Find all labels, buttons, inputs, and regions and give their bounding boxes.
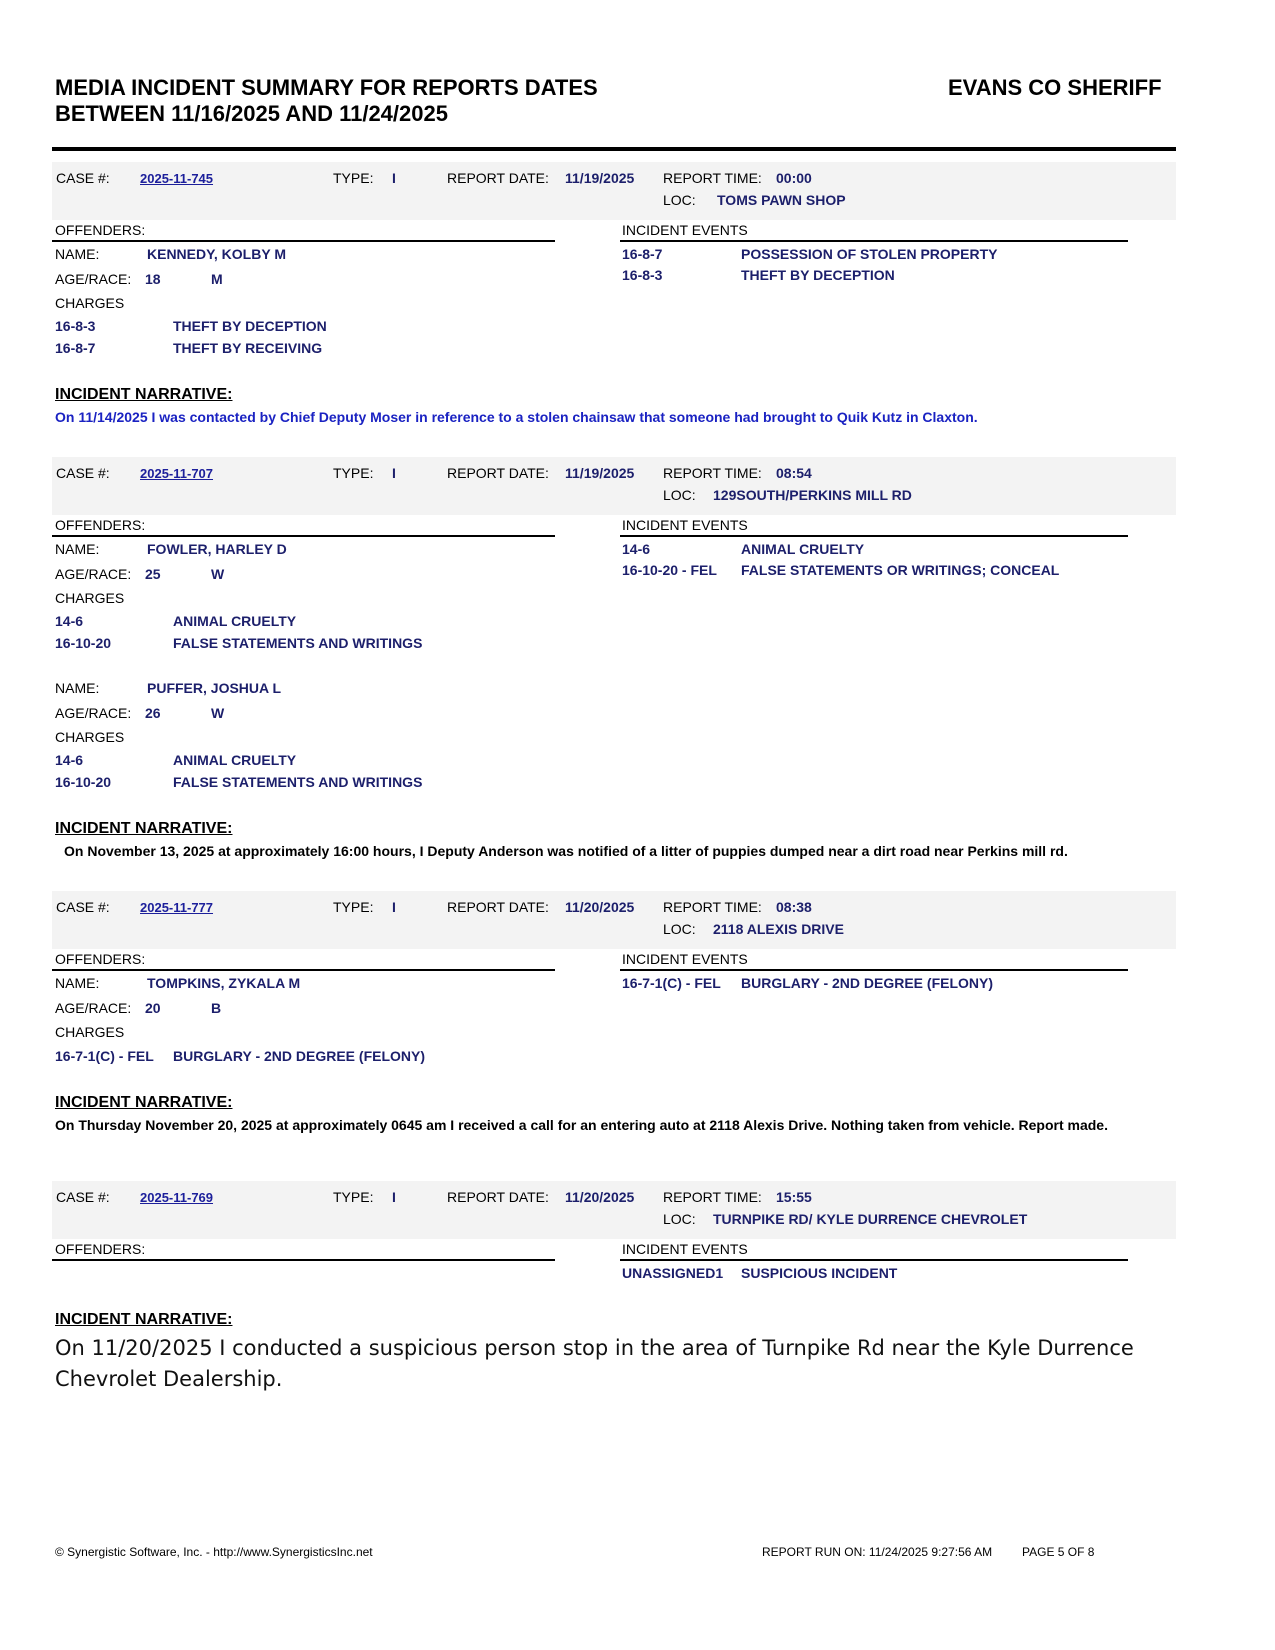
charge-desc: FALSE STATEMENTS AND WRITINGS	[173, 635, 423, 651]
footer-page-number: PAGE 5 OF 8	[1022, 1545, 1095, 1559]
report-time-label: REPORT TIME:	[663, 899, 762, 915]
report-time-label: REPORT TIME:	[663, 1189, 762, 1205]
event-desc: POSSESSION OF STOLEN PROPERTY	[741, 246, 998, 262]
charge-desc: BURGLARY - 2ND DEGREE (FELONY)	[173, 1048, 426, 1064]
offender-name: FOWLER, HARLEY D	[147, 541, 287, 557]
offenders-underline	[52, 969, 555, 971]
offenders-underline	[52, 1259, 555, 1261]
events-underline	[620, 535, 1128, 537]
charge-code: 16-10-20	[55, 635, 112, 651]
narrative-heading: INCIDENT NARRATIVE:	[55, 820, 233, 837]
loc-value: 2118 ALEXIS DRIVE	[713, 921, 844, 937]
event-code: 14-6	[622, 541, 651, 557]
narrative-heading: INCIDENT NARRATIVE:	[55, 1311, 233, 1328]
event-code: 16-7-1(C) - FEL	[622, 975, 721, 991]
report-title	[55, 75, 598, 127]
charge-desc: FALSE STATEMENTS AND WRITINGS	[173, 774, 423, 790]
offenders-heading: OFFENDERS:	[55, 222, 146, 238]
event-desc: ANIMAL CRUELTY	[741, 541, 865, 557]
offender-race: M	[211, 271, 223, 287]
event-desc: FALSE STATEMENTS OR WRITINGS; CONCEAL	[741, 562, 1060, 578]
case-label: CASE #:	[56, 465, 110, 481]
case-label: CASE #:	[56, 899, 110, 915]
type-value: I	[392, 1189, 396, 1205]
loc-value: TOMS PAWN SHOP	[717, 192, 846, 208]
report-date-label: REPORT DATE:	[447, 465, 549, 481]
case-number-link[interactable]: 2025-11-769	[140, 1190, 214, 1205]
offenders-heading: OFFENDERS:	[55, 517, 146, 533]
case-label: CASE #:	[56, 170, 110, 186]
narrative-heading: INCIDENT NARRATIVE:	[55, 386, 233, 403]
report-time-value: 08:38	[776, 899, 812, 915]
report-title-line2: BETWEEN 11/16/2025 AND 11/24/2025	[55, 101, 448, 126]
loc-label: LOC:	[663, 192, 696, 208]
offender-age: 25	[145, 566, 161, 582]
charges-label: CHARGES	[55, 1024, 125, 1040]
events-underline	[620, 240, 1128, 242]
charge-desc: ANIMAL CRUELTY	[173, 613, 297, 629]
event-code: 16-8-7	[622, 246, 663, 262]
header-divider	[52, 147, 1176, 151]
offender-name: KENNEDY, KOLBY M	[147, 246, 286, 262]
charge-code: 14-6	[55, 613, 84, 629]
event-desc: SUSPICIOUS INCIDENT	[741, 1265, 898, 1281]
type-label: TYPE:	[333, 465, 374, 481]
offender-race: W	[211, 566, 225, 582]
report-date-value: 11/20/2025	[565, 899, 635, 915]
charge-code: 16-10-20	[55, 774, 112, 790]
offender-race: B	[211, 1000, 222, 1016]
type-label: TYPE:	[333, 1189, 374, 1205]
agency-name: EVANS CO SHERIFF	[948, 75, 1162, 100]
offenders-underline	[52, 240, 555, 242]
case-number-link[interactable]: 2025-11-707	[140, 466, 214, 481]
report-time-label: REPORT TIME:	[663, 465, 762, 481]
type-value: I	[392, 899, 396, 915]
case-number-link[interactable]: 2025-11-745	[140, 171, 214, 186]
charges-label: CHARGES	[55, 295, 125, 311]
charge-code: 16-8-3	[55, 318, 96, 334]
report-title-line1: MEDIA INCIDENT SUMMARY FOR REPORTS DATES	[55, 75, 598, 100]
type-label: TYPE:	[333, 170, 374, 186]
charge-code: 16-7-1(C) - FEL	[55, 1048, 154, 1064]
event-desc: THEFT BY DECEPTION	[741, 267, 895, 283]
offender-age: 26	[145, 705, 161, 721]
type-value: I	[392, 170, 396, 186]
offenders-heading: OFFENDERS:	[55, 951, 146, 967]
charge-desc: THEFT BY DECEPTION	[173, 318, 327, 334]
report-date-label: REPORT DATE:	[447, 899, 549, 915]
incident-events-heading: INCIDENT EVENTS	[622, 1241, 748, 1257]
charge-desc: THEFT BY RECEIVING	[173, 340, 323, 356]
footer-copyright: © Synergistic Software, Inc. - http://www.SynergisticsInc.net	[55, 1545, 373, 1559]
incident-events-heading: INCIDENT EVENTS	[622, 222, 748, 238]
incident-events-heading: INCIDENT EVENTS	[622, 951, 748, 967]
report-date-value: 11/19/2025	[565, 170, 635, 186]
offender-age: 18	[145, 271, 161, 287]
type-value: I	[392, 465, 396, 481]
footer-run-on: REPORT RUN ON: 11/24/2025 9:27:56 AM	[762, 1545, 993, 1559]
narrative-heading: INCIDENT NARRATIVE:	[55, 1094, 233, 1111]
offenders-underline	[52, 535, 555, 537]
name-label: NAME:	[55, 246, 100, 262]
charges-label: CHARGES	[55, 590, 125, 606]
age-race-label: AGE/RACE:	[55, 271, 132, 287]
report-date-value: 11/20/2025	[565, 1189, 635, 1205]
type-label: TYPE:	[333, 899, 374, 915]
incident-events-heading: INCIDENT EVENTS	[622, 517, 748, 533]
offender-name: TOMPKINS, ZYKALA M	[147, 975, 301, 991]
loc-label: LOC:	[663, 1211, 696, 1227]
name-label: NAME:	[55, 975, 100, 991]
event-code: 16-10-20 - FEL	[622, 562, 717, 578]
event-code: 16-8-3	[622, 267, 663, 283]
event-desc: BURGLARY - 2ND DEGREE (FELONY)	[741, 975, 994, 991]
events-underline	[620, 969, 1128, 971]
loc-label: LOC:	[663, 921, 696, 937]
report-date-label: REPORT DATE:	[447, 1189, 549, 1205]
report-time-label: REPORT TIME:	[663, 170, 762, 186]
offender-race: W	[211, 705, 225, 721]
name-label: NAME:	[55, 680, 100, 696]
report-time-value: 00:00	[776, 170, 812, 186]
age-race-label: AGE/RACE:	[55, 705, 132, 721]
incident-narrative: On November 13, 2025 at approximately 16:00 hours, I Deputy Anderson was notified of a litter of puppies dumped near a dirt road near Perkins mill rd.	[64, 843, 1068, 859]
incident-narrative: On Thursday November 20, 2025 at approximately 0645 am I received a call for an entering auto at 2118 Alexis Drive. Nothing taken from vehicle. Report made.	[55, 1117, 1108, 1133]
case-number-link[interactable]: 2025-11-777	[140, 900, 214, 915]
loc-value: 129SOUTH/PERKINS MILL RD	[713, 487, 912, 503]
loc-label: LOC:	[663, 487, 696, 503]
report-time-value: 08:54	[776, 465, 812, 481]
event-code: UNASSIGNED1	[622, 1265, 724, 1281]
offender-name: PUFFER, JOSHUA L	[147, 680, 282, 696]
charge-code: 14-6	[55, 752, 84, 768]
report-date-value: 11/19/2025	[565, 465, 635, 481]
case-label: CASE #:	[56, 1189, 110, 1205]
incident-narrative: On 11/14/2025 I was contacted by Chief Deputy Moser in reference to a stolen chainsaw that someone had brought to Quik Kutz in Claxton.	[55, 409, 978, 425]
age-race-label: AGE/RACE:	[55, 1000, 132, 1016]
incident-narrative: On 11/20/2025 I conducted a suspicious person stop in the area of Turnpike Rd near the Kyle Durrence Chevrolet Dealership.	[55, 1336, 1134, 1391]
name-label: NAME:	[55, 541, 100, 557]
age-race-label: AGE/RACE:	[55, 566, 132, 582]
charges-label: CHARGES	[55, 729, 125, 745]
offenders-heading: OFFENDERS:	[55, 1241, 146, 1257]
charge-desc: ANIMAL CRUELTY	[173, 752, 297, 768]
report-date-label: REPORT DATE:	[447, 170, 549, 186]
report-time-value: 15:55	[776, 1189, 812, 1205]
events-underline	[620, 1259, 1128, 1261]
offender-age: 20	[145, 1000, 161, 1016]
loc-value: TURNPIKE RD/ KYLE DURRENCE CHEVROLET	[713, 1211, 1028, 1227]
charge-code: 16-8-7	[55, 340, 96, 356]
